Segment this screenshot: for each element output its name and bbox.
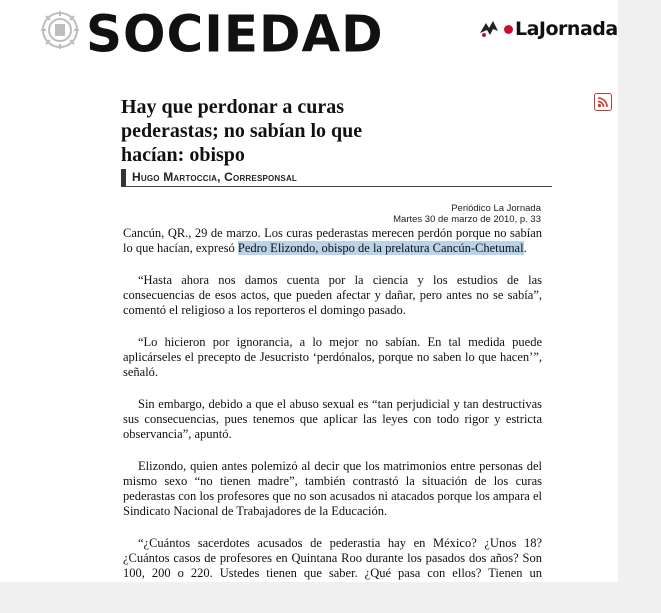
newspaper-seal-icon [40, 10, 80, 50]
paragraph-2: “Hasta ahora nos damos cuenta por la ciencia y los estudios de las consecuencias de esos actos, que pueden afectar y dañar, pero antes no se sabía”, comentó el religioso a los reporteros el domingo pasado. [123, 273, 542, 317]
paragraph-5: Elizondo, quien antes polemizó al decir que los matrimonios entre personas del mismo sexo “no tienen madre”, también contrastó la situación de los curas pederastas con los profesores que no son acusados ni atacados porque los ampara el Sindicato Nacional de Trabajadores de la Educación. [123, 459, 542, 518]
paragraph-1-end: . [523, 241, 527, 255]
rss-feed-icon[interactable] [594, 93, 612, 111]
paragraph-6: “¿Cuántos sacerdotes acusados de pederastia hay en México? ¿Unos 18? ¿Cuántos casos de profesores en Quintana Roo durante los pasados dos años? Son 100, 200 o 220. Ustedes tienen que saber. ¿Qué pasa con ellos? Tienen un [123, 536, 542, 580]
brand-logo[interactable] [478, 14, 618, 44]
paragraph-3: “Lo hicieron por ignorancia, a lo mejor no sabían. En tal medida puede aplicárseles el precepto de Jesucristo ‘perdónalos, porque no saben lo que hacen’”, señaló. [123, 335, 542, 379]
article-headline: Hay que perdonar a curas pederastas; no sabían lo que hacían: obispo [121, 96, 363, 166]
brand-bird-icon [478, 19, 500, 39]
paragraph-1-start: Cancún, QR., 29 de marzo. Los curas pederastas merecen perdón porque no sabían lo que hacían, expresó [123, 226, 542, 255]
article-body [123, 226, 542, 613]
article-source [393, 203, 541, 225]
article-byline: Hugo Martoccia, Corresponsal [121, 169, 552, 187]
section-title: SOCIEDAD [86, 4, 384, 64]
paragraph-1 [123, 226, 542, 256]
source-publication: Periódico La Jornada [451, 203, 541, 214]
brand-dot-icon [504, 25, 513, 34]
viewer-background-bottom [0, 582, 661, 595]
viewer-background-right [618, 0, 661, 595]
highlighted-text[interactable]: Pedro Elizondo, obispo de la prelatura Cancún-Chetumal [237, 241, 524, 255]
brand-name: LaJornada [515, 18, 618, 40]
paragraph-4: Sin embargo, debido a que el abuso sexual es “tan perjudicial y tan destructivas sus consecuencias, pues tenemos que aplicar las leyes con todo rigor y estricta observancia”, apuntó. [123, 397, 542, 441]
source-date: Martes 30 de marzo de 2010, p. 33 [393, 214, 541, 225]
